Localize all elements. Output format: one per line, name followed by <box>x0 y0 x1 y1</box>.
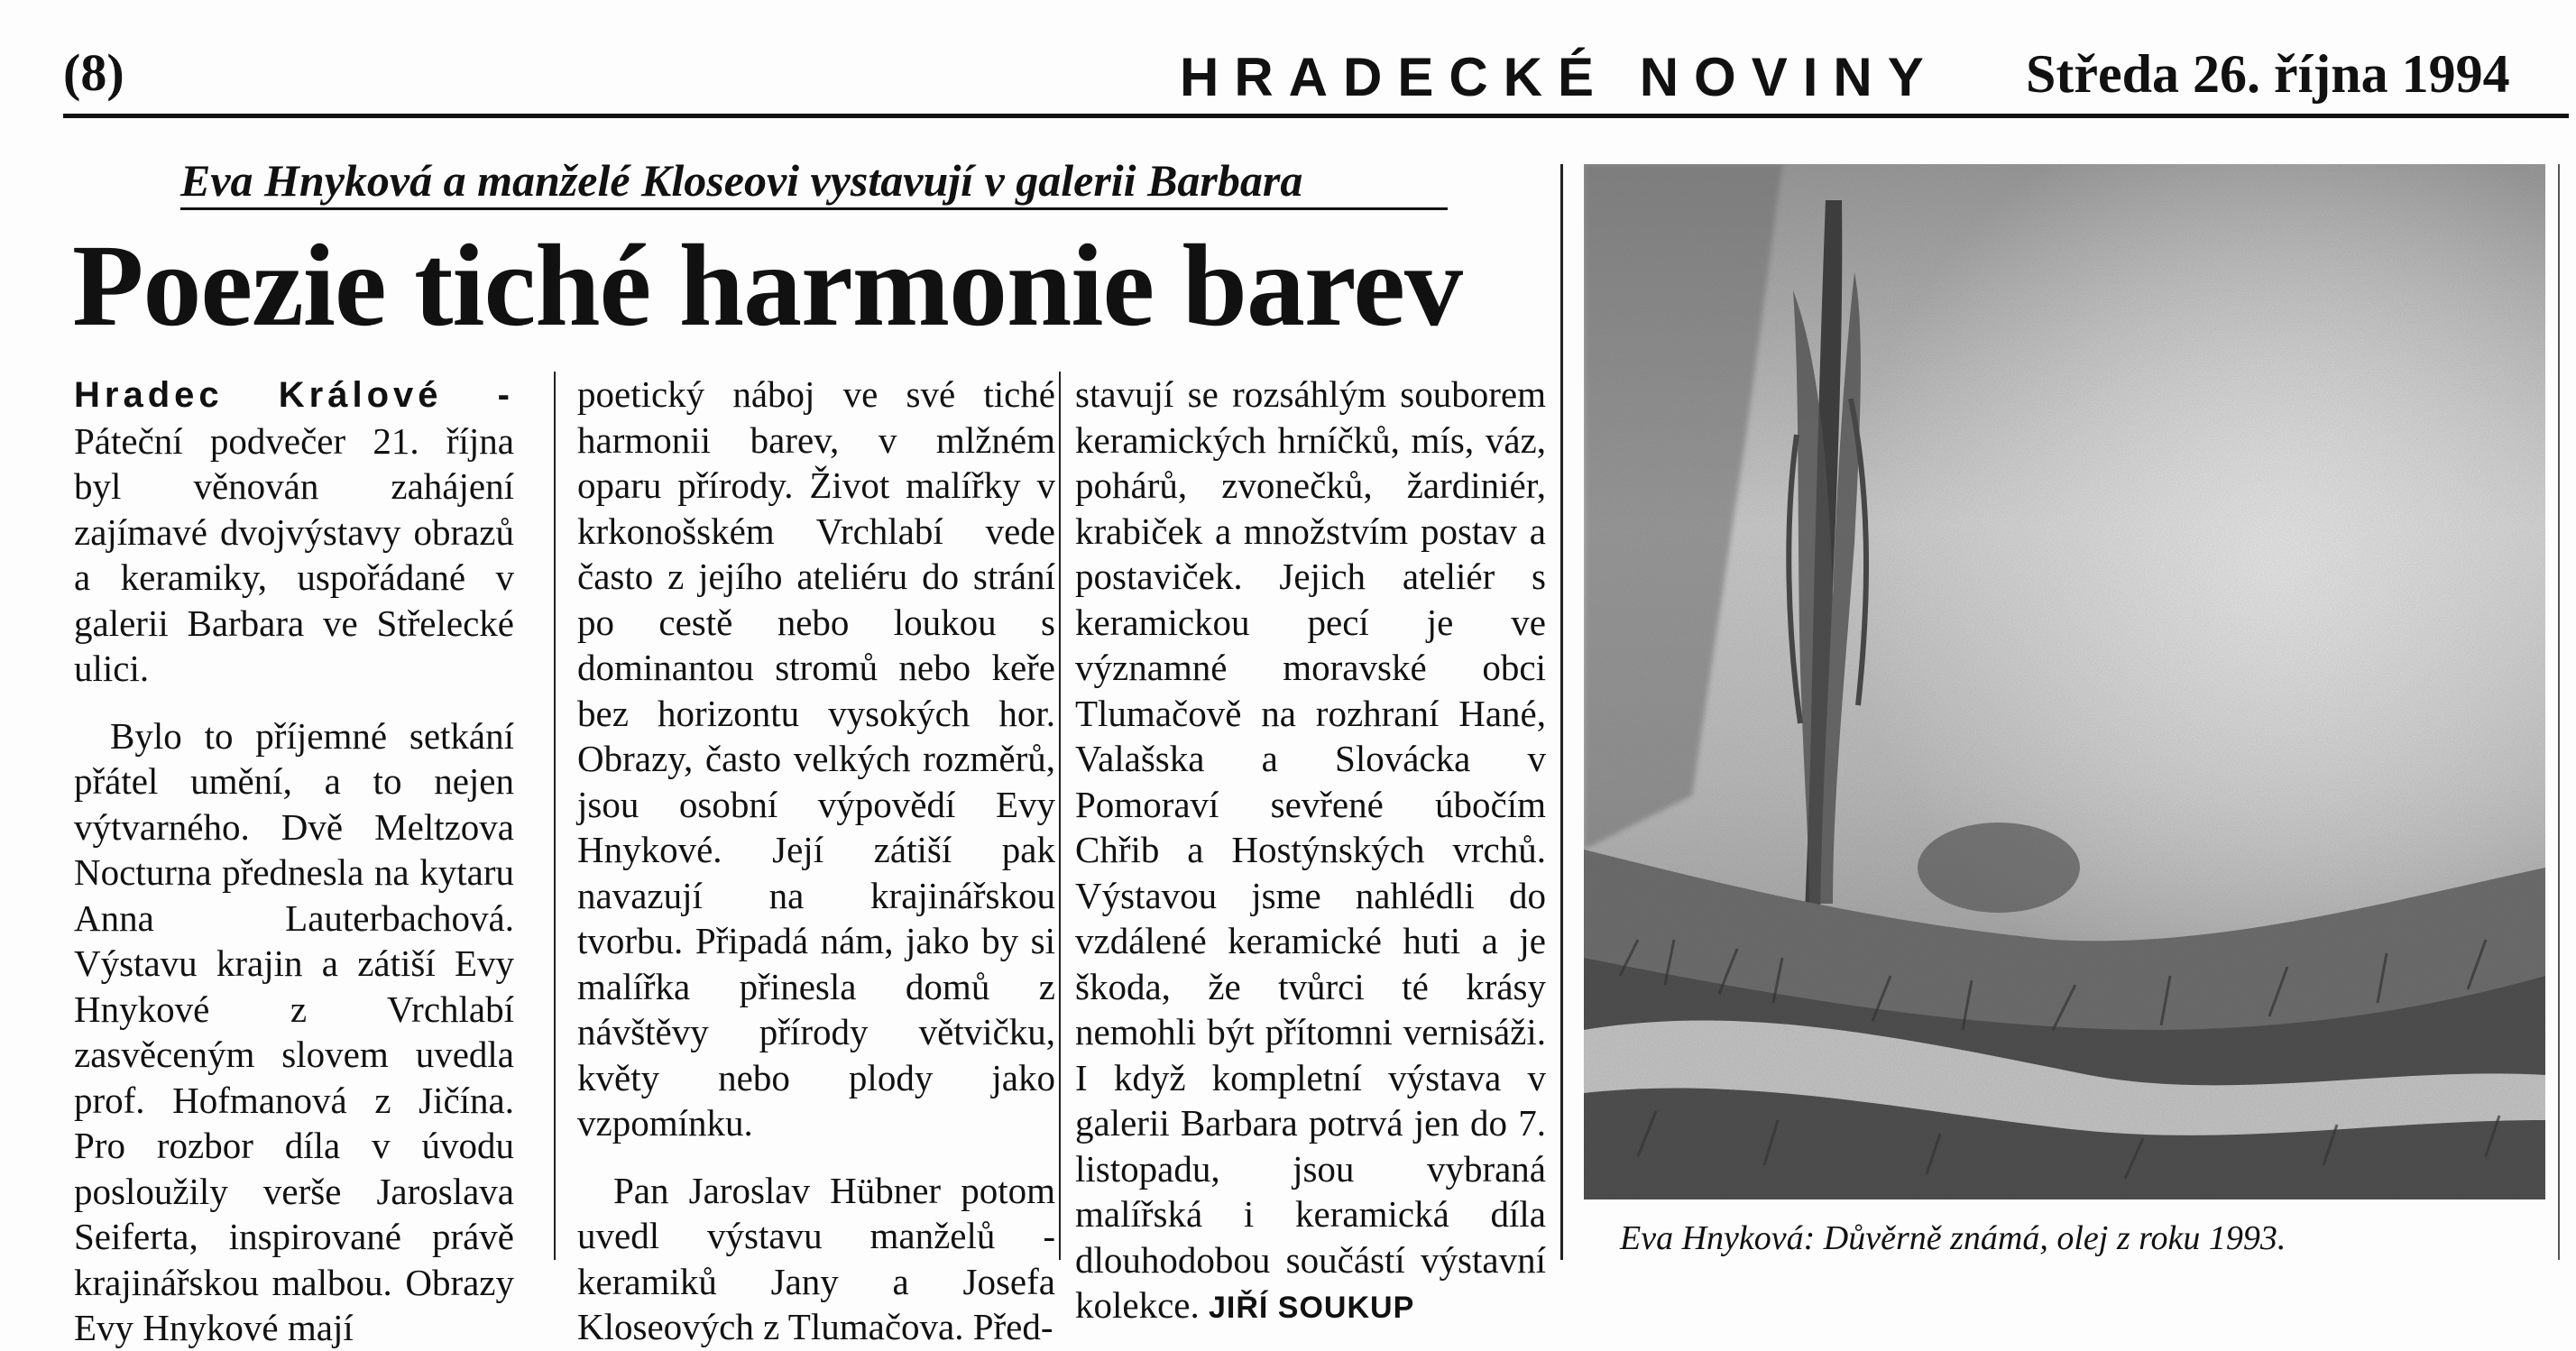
article-column-3 <box>1075 372 1546 1331</box>
painting-landscape-image <box>1584 164 2545 1199</box>
article-kicker: Eva Hnyková a manželé Kloseovi vystavují v galerii Barbara <box>180 155 1303 206</box>
issue-date: Středa 26. října 1994 <box>2026 44 2510 104</box>
column-rule <box>1059 372 1061 1260</box>
author-byline: JIŘÍ SOUKUP <box>1208 1291 1415 1325</box>
column-rule <box>1560 164 1563 1260</box>
dateline-dash: - <box>442 375 514 415</box>
lead-paragraph <box>74 372 514 692</box>
body-paragraph-3b-text: stavují se rozsáhlým souborem keramických hrníčků, mís, váz, pohárů, zvonečků, žardiniér, krabiček a množstvím postav a postaviček. Jejich ateliér s keramickou pecí je ve významné moravské obci Tlumačově na rozhraní Hané, Valašska a Slovácka v Pomoraví sevřené úbočím Chřib a Hostýnských vrchů. Výstavou jsme nahlédli do vzdálené keramické huti a je škoda, že tvůrci té krásy nemohli být přítomni vernisáži. I když kompletní výstava v galerii Barbara potrvá jen do 7. listopadu, jsou vybraná malířská i keramická díla dlouhodobou součástí výstavní kolekce. <box>1075 373 1546 1326</box>
painting-photo <box>1584 164 2545 1199</box>
dateline-place: Hradec Králové <box>74 375 443 415</box>
article-column-2 <box>577 372 1055 1350</box>
masthead-rule <box>63 114 2569 118</box>
body-paragraph-3a: Pan Jaroslav Hübner potom uvedl výstavu manželů - keramiků Jany a Josefa Kloseových z Tlumačova. Před- <box>577 1169 1055 1347</box>
article-headline: Poezie tiché harmonie barev <box>72 221 1462 351</box>
article-column-1 <box>74 372 514 1351</box>
body-paragraph-2b: poetický náboj ve své tiché harmonii barev, v mlžném oparu přírody. Život malířky v krkonošském Vrchlabí vede často z jejího ateliéru do strání po cestě nebo loukou s dominantou stromů nebo keře bez horizontu vysokých hor. Obrazy, často velkých rozměrů, jsou osobní výpovědí Evy Hnykové. Její zátiší pak navazují na krajinářskou tvorbu. Připadá nám, jako by si malířka přinesla domů z návštěvy přírody větvičku, květy nebo plody jako vzpomínku. <box>577 373 1055 1144</box>
body-paragraph-2a: Bylo to příjemné setkání přátel umění, a to nejen výtvarného. Dvě Meltzova Nocturna přednesla na kytaru Anna Lauterbachová. Výstavu krajin a zátiší Evy Hnykové z Vrchlabí zasvěceným slovem uvedla prof. Hofmanová z Jičína. Pro rozbor díla v úvodu posloužily verše Jaroslava Seiferta, inspirované právě krajinářskou malbou. Obrazy Evy Hnykové mají <box>74 714 514 1348</box>
body-paragraph-3b <box>1075 372 1546 1331</box>
column-rule <box>554 372 556 1260</box>
photo-caption: Eva Hnyková: Důvěrně známá, olej z roku 1993. <box>1620 1219 2286 1257</box>
newspaper-title: HRADECKÉ NOVINY <box>1180 47 1939 107</box>
page-number: (8) <box>63 43 124 102</box>
kicker-underline <box>180 207 1448 210</box>
lead-paragraph-text: Páteční podvečer 21. října byl věnován zahájení zajímavé dvojvýstavy obrazů a keramiky, uspořádané v galerii Barbara ve Střelecké ulici. <box>74 419 514 689</box>
page-edge-rule <box>2558 164 2560 1260</box>
